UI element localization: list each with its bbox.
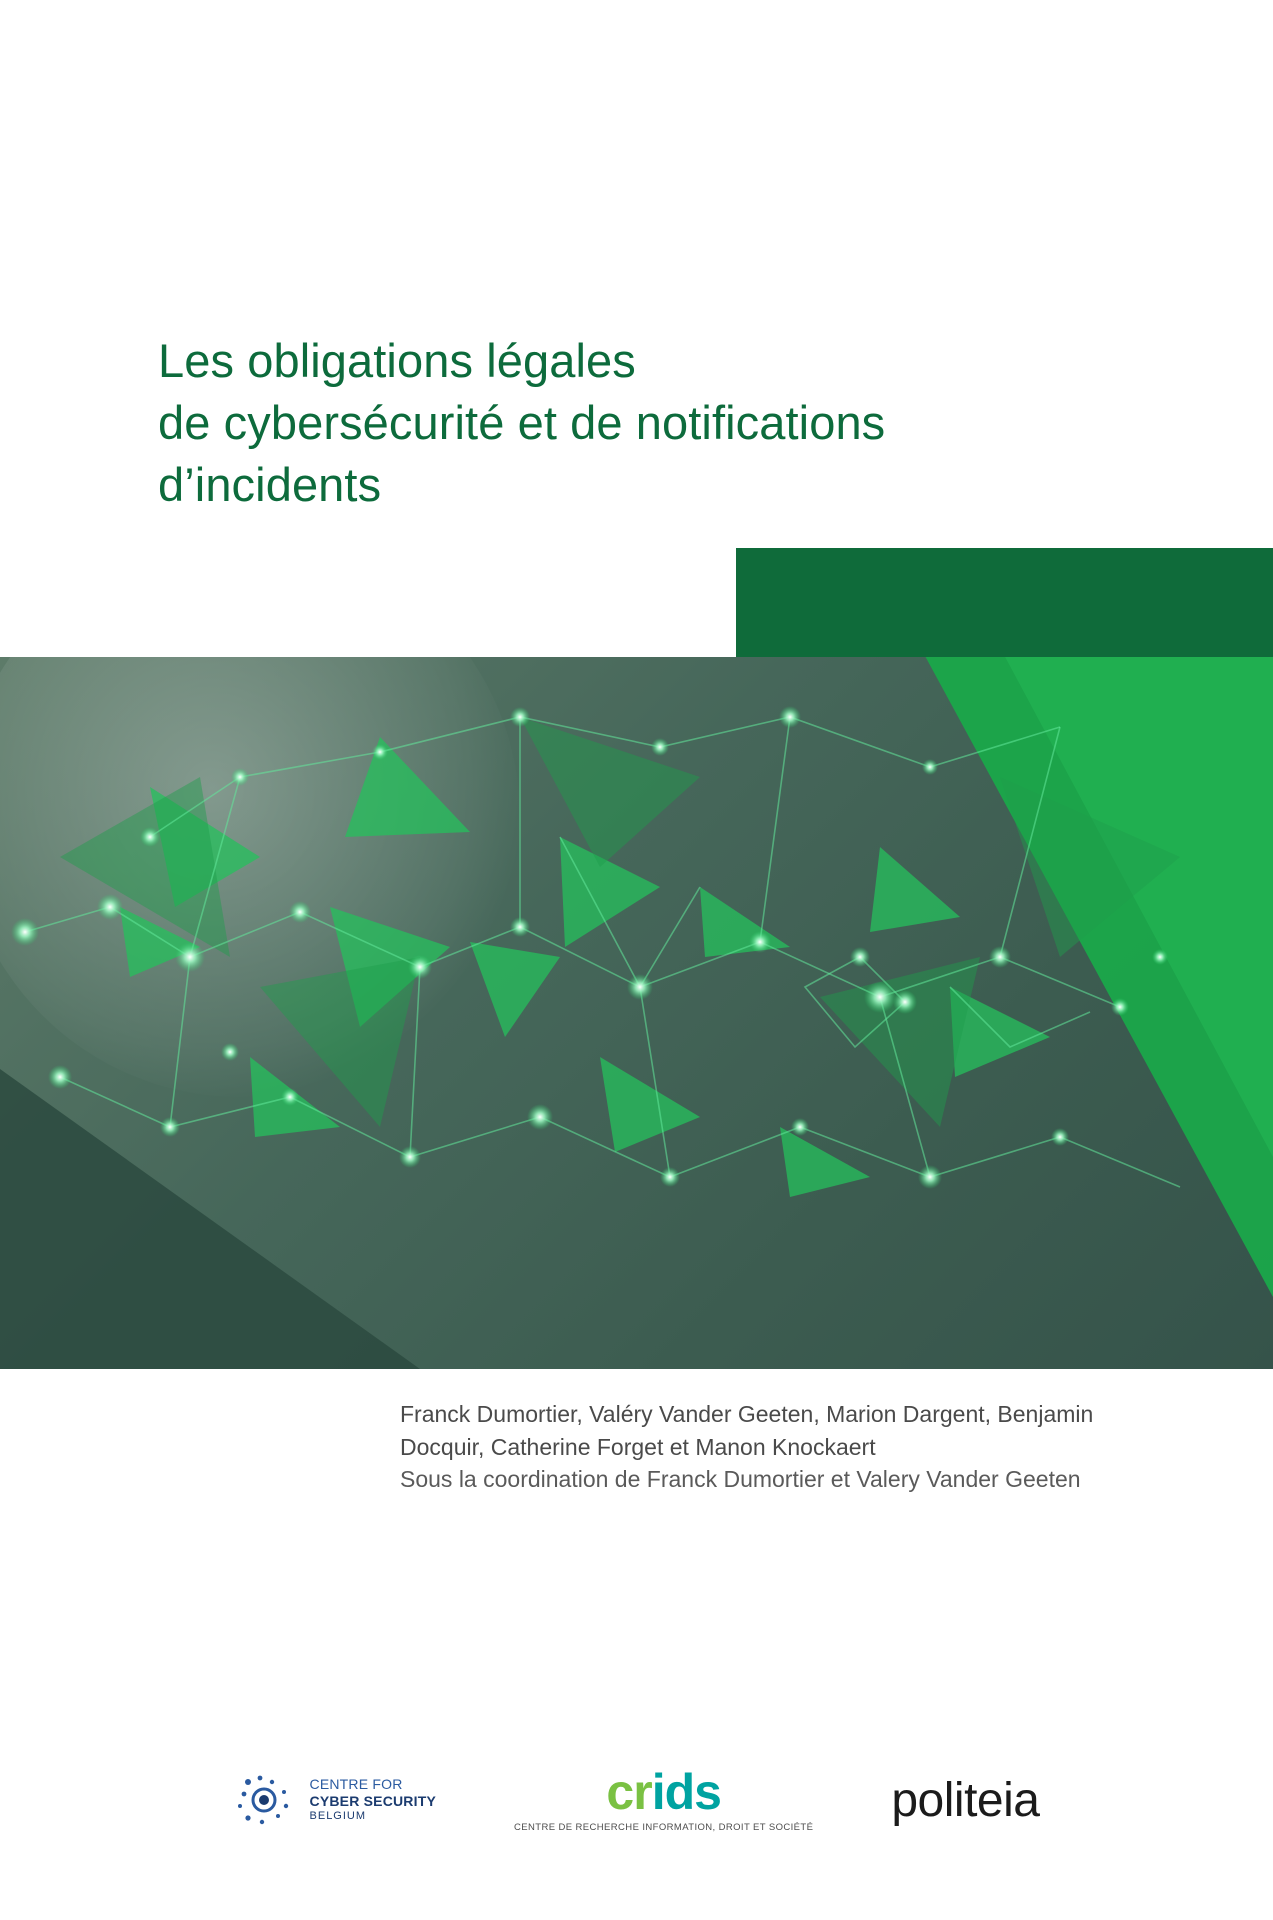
- title-line-1: Les obligations légales: [158, 334, 636, 387]
- crids-letter-c: c: [606, 1764, 634, 1820]
- coordination-line: Sous la coordination de Franck Dumortier et Valery Vander Geeten: [400, 1466, 1081, 1493]
- logo-crids: [514, 1764, 814, 1833]
- crids-letter-s: s: [694, 1764, 721, 1820]
- ccb-mark-icon: [234, 1768, 298, 1832]
- crids-subtitle: CENTRE DE RECHERCHE INFORMATION, DROIT ET SOCIÉTÉ: [514, 1822, 814, 1833]
- artwork-triangle-left: [0, 1069, 420, 1369]
- ccb-line-2: CYBER SECURITY: [309, 1793, 436, 1810]
- decorative-green-band: [736, 548, 1273, 668]
- politeia-wordmark: politeia: [891, 1773, 1040, 1827]
- ccb-wordmark: [310, 1776, 436, 1824]
- ccb-line-3: BELGIUM: [309, 1810, 367, 1823]
- publisher-logos: [0, 1740, 1273, 1860]
- ccb-line-1: CENTRE FOR: [309, 1776, 403, 1793]
- authors-line-1: Franck Dumortier, Valéry Vander Geeten, Marion Dargent, Benjamin: [400, 1401, 1094, 1427]
- crids-letter-r: r: [633, 1764, 652, 1820]
- crids-wordmark: [514, 1764, 813, 1820]
- crids-letter-i: i: [651, 1764, 665, 1820]
- authors-block: [400, 1398, 1220, 1496]
- logo-ccb: [234, 1768, 436, 1832]
- page-title: [158, 330, 1088, 516]
- title-line-2: de cybersécurité et de notifications: [158, 396, 886, 450]
- cover-artwork: [0, 657, 1273, 1369]
- authors-line-2: Docquir, Catherine Forget et Manon Knockaert: [400, 1433, 876, 1460]
- logo-politeia: [891, 1773, 1039, 1828]
- crids-letter-d: d: [664, 1764, 695, 1820]
- title-line-3: d’incidents: [158, 458, 382, 512]
